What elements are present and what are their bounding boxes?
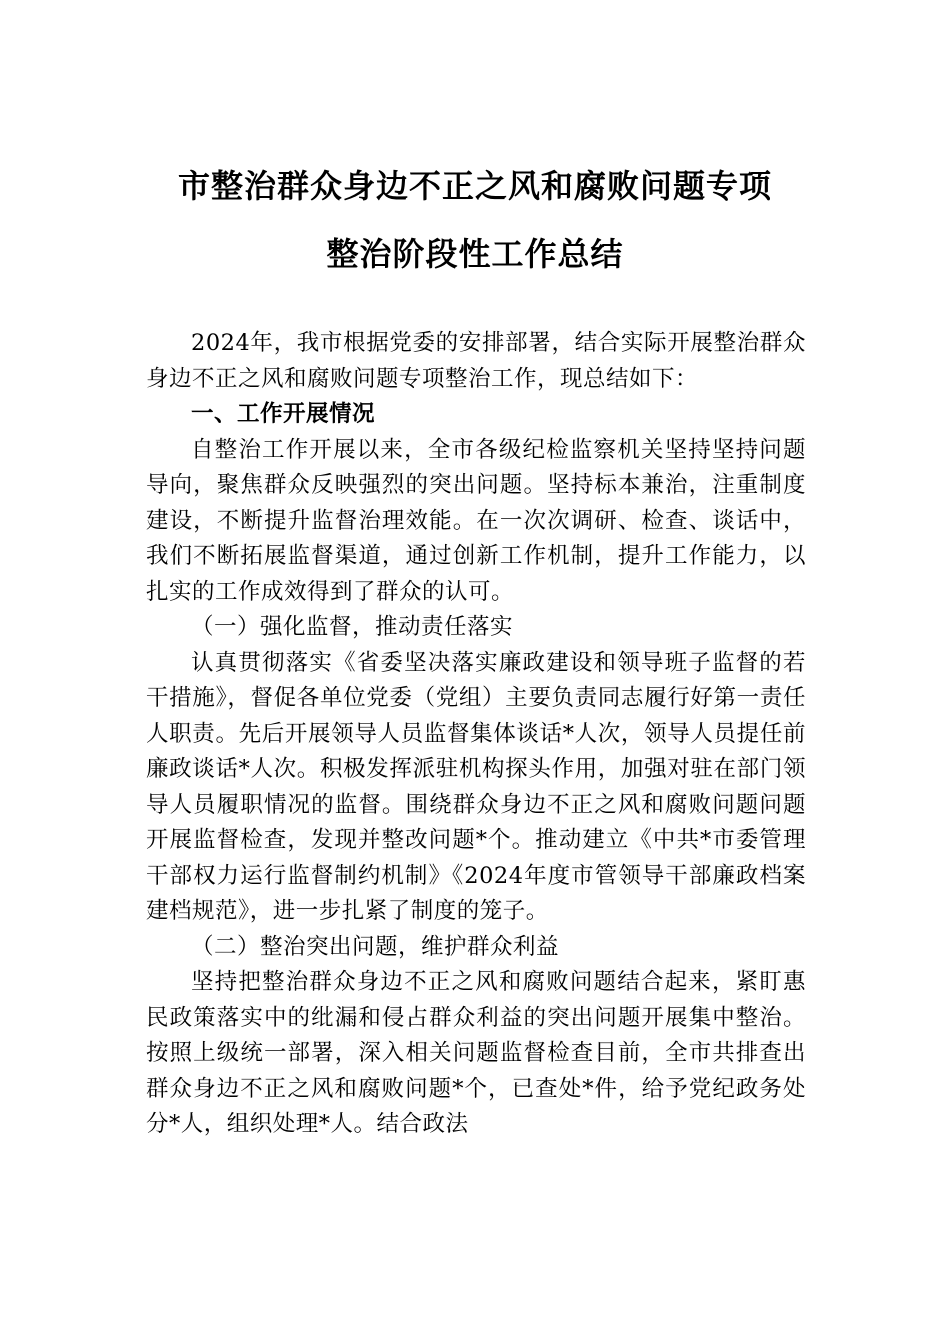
document-body [146, 326, 806, 1143]
section-paragraph-work-status: 自整治工作开展以来，全市各级纪检监察机关坚持坚持问题导向，聚焦群众反映强烈的突出问题。坚持标本兼治，注重制度建设，不断提升监督治理效能。在一次次调研、检查、谈话中，我们不断拓展监督渠道，通过创新工作机制，提升工作能力，以扎实的工作成效得到了群众的认可。 [146, 436, 806, 605]
document-title-line-2: 整治阶段性工作总结 [326, 235, 624, 273]
intro-paragraph: 2024年，我市根据党委的安排部署，结合实际开展整治群众身边不正之风和腐败问题专项整治工作，现总结如下： [146, 330, 806, 392]
section-heading-work-status: 一、工作开展情况 [191, 401, 376, 427]
subsection-heading-supervision: （一）强化监督，推动责任落实 [191, 614, 514, 640]
subsection-paragraph-supervision: 认真贯彻落实《省委坚决落实廉政建设和领导班子监督的若干措施》，督促各单位党委（党组）主要负责同志履行好第一责任人职责。先后开展领导人员监督集体谈话*人次，领导人员提任前廉政谈话*人次。积极发挥派驻机构探头作用，加强对驻在部门领导人员履职情况的监督。围绕群众身边不正之风和腐败问题问题开展监督检查，发现并整改问题*个。推动建立《中共*市委管理干部权力运行监督制约机制》《2024年度市管领导干部廉政档案建档规范》，进一步扎紧了制度的笼子。 [146, 649, 806, 924]
subsection-heading-rectification: （二）整治突出问题，维护群众利益 [191, 933, 560, 960]
subsection-paragraph-rectification: 坚持把整治群众身边不正之风和腐败问题结合起来，紧盯惠民政策落实中的纰漏和侵占群众利益的突出问题开展集中整治。按照上级统一部署，深入相关问题监督检查目前，全市共排查出群众身边不正之风和腐败问题*个，已查处*件，给予党纪政务处分*人，组织处理*人。结合政法 [146, 969, 806, 1137]
document-title-line-1: 市整治群众身边不正之风和腐败问题专项 [177, 167, 772, 205]
